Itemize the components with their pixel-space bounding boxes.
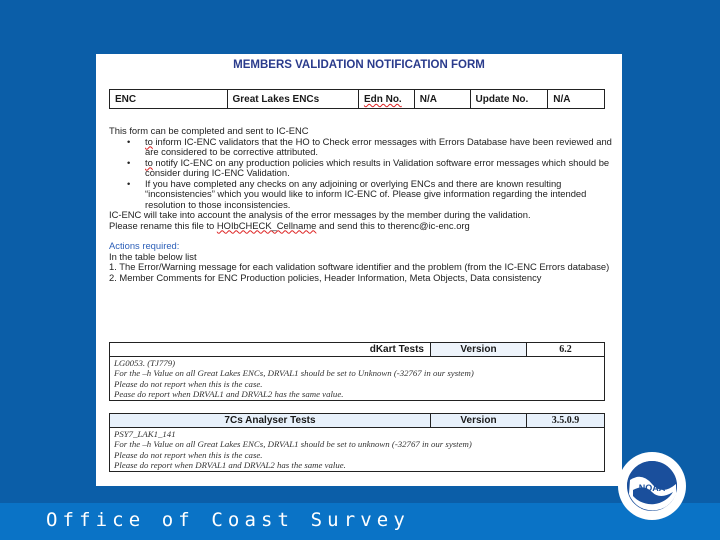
bullet-text: If you have completed any checks on any adjoining or overlying ENCs and there are known resulting “inconsistencies” which you would like to inform IC-ENC of. Please give information regarding the intended resolution to those inconsistencies. bbox=[145, 177, 587, 210]
file-name: HOIbCHECK_Cellname bbox=[216, 219, 317, 231]
actions-heading: Actions required: bbox=[109, 240, 180, 251]
spacer bbox=[109, 231, 619, 241]
update-label: Update No. bbox=[471, 90, 549, 108]
bullet-item bbox=[109, 137, 619, 158]
footer-title: Office of Coast Survey bbox=[46, 509, 410, 531]
bullet-lead: to bbox=[145, 135, 153, 147]
actions-line: 1. The Error/Warning message for each validation software identifier and the problem (from the IC-ENC Errors database) bbox=[109, 261, 610, 272]
table-line: Pease do report when DRVAL1 and DRVAL2 has the same value. bbox=[114, 388, 344, 399]
closing-text-2 bbox=[109, 221, 619, 232]
actions-line: In the table below list bbox=[109, 250, 197, 262]
actions-line: 2. Member Comments for ENC Production policies, Header Information, Meta Objects, Data consistency bbox=[109, 271, 542, 283]
version-label: Version bbox=[430, 343, 526, 356]
version-label: Version bbox=[430, 414, 526, 427]
7cs-analyser-tests-table bbox=[109, 413, 605, 472]
closing-text-1: IC-ENC will take into account the analysis of the error messages by the member during the validation. bbox=[109, 209, 531, 220]
update-value: N/A bbox=[553, 94, 571, 105]
table-line: Please do not report when this is the case. bbox=[114, 449, 263, 460]
edn-value: N/A bbox=[415, 90, 471, 108]
enc-info-table bbox=[109, 89, 605, 109]
dkart-tests-table bbox=[109, 342, 605, 401]
bullet-item bbox=[109, 158, 619, 179]
version-value: 6.2 bbox=[526, 343, 604, 356]
table-line: For the –h Value on all Great Lakes ENCs, DRVAL1 should be set to unknown (-32767 in our system) bbox=[114, 439, 472, 450]
bullet-item bbox=[109, 179, 619, 211]
bullet-lead: to bbox=[145, 156, 153, 168]
table-header bbox=[110, 343, 604, 357]
closing-prefix: Please rename this file to bbox=[109, 219, 217, 231]
edn-label bbox=[359, 90, 415, 108]
table-title: 7Cs Analyser Tests bbox=[224, 415, 316, 426]
table-line: PSY7_LAK1_141 bbox=[114, 429, 176, 439]
table-content bbox=[110, 428, 604, 471]
logo-text: NOAA bbox=[638, 483, 666, 493]
edn-label-text: Edn No. bbox=[363, 94, 402, 105]
enc-label: ENC bbox=[110, 90, 228, 108]
intro-text: This form can be completed and sent to IC-ENC bbox=[109, 125, 309, 136]
enc-value: Great Lakes ENCs bbox=[228, 90, 359, 108]
form-body bbox=[109, 126, 619, 283]
table-line: Please do not report when this is the case. bbox=[114, 378, 263, 389]
noaa-logo-icon bbox=[616, 450, 688, 522]
version-value: 3.5.0.9 bbox=[526, 414, 604, 427]
validation-form-document bbox=[96, 54, 622, 486]
table-line: For the –h Value on all Great Lakes ENCs, DRVAL1 should be set to Unknown (-32767 in our system) bbox=[114, 368, 474, 379]
bullet-text: notify IC-ENC on any production policies which results in Validation software error messages which should be consider during IC-ENC Validation. bbox=[145, 156, 610, 178]
form-title: MEMBERS VALIDATION NOTIFICATION FORM bbox=[233, 59, 485, 71]
table-line: LG0053. (TJ779) bbox=[114, 358, 176, 368]
closing-suffix: and send this to therenc@ic-enc.org bbox=[316, 219, 470, 231]
table-line: Please do report when DRVAL1 and DRVAL2 has the same value. bbox=[114, 459, 346, 470]
table-header bbox=[110, 414, 604, 428]
table-content bbox=[110, 357, 604, 400]
table-title: dKart Tests bbox=[369, 344, 424, 355]
bullet-text: inform IC-ENC validators that the HO to Check error messages with Errors Database have been reviewed and are considered to be corrective attributed. bbox=[145, 135, 612, 157]
